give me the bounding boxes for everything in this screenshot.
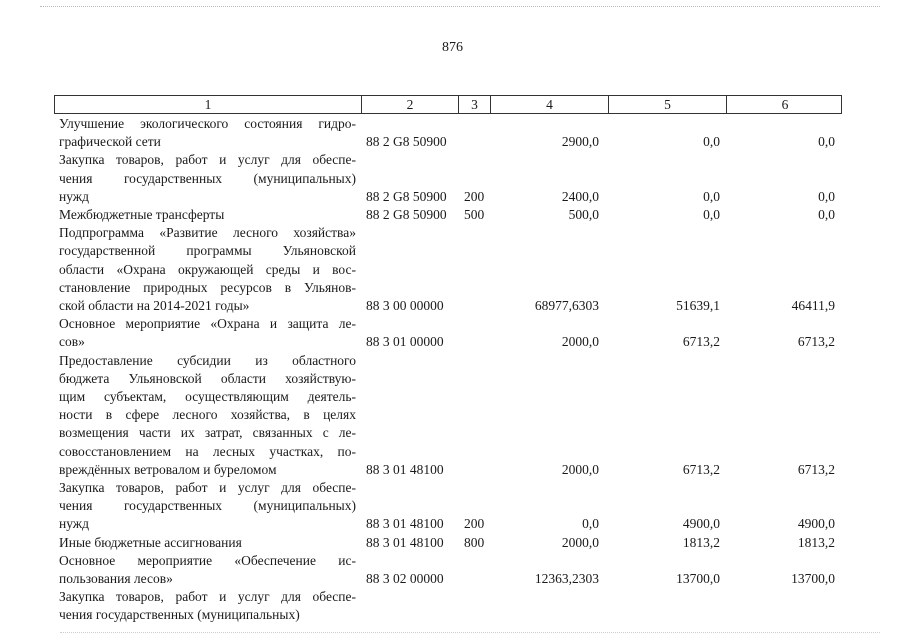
column-header-6: 6 [781, 97, 789, 112]
row-name-line: нужд [59, 516, 89, 532]
row-value-2020: 2900,0 [561, 134, 599, 150]
row-name-line: нужд [59, 188, 89, 204]
row-name-line: вреждённых ветровалом и буреломом [59, 461, 277, 477]
row-value-2020: 2400,0 [561, 188, 599, 204]
row-value-2020: 2000,0 [561, 334, 599, 350]
row-name [59, 479, 356, 534]
row-name [59, 115, 356, 151]
row-value-2020: 68977,6303 [534, 297, 599, 313]
row-code: 88 3 01 48100 [366, 461, 444, 477]
row-code: 88 2 G8 50900 [366, 188, 447, 204]
row-name [59, 352, 356, 479]
row-expense-type: 200 [464, 516, 485, 532]
row-value-2022: 0,0 [818, 134, 835, 150]
page-number: 876 [442, 40, 463, 55]
scan-edge-bottom [60, 632, 880, 634]
row-value-2021: 13700,0 [676, 570, 720, 586]
row-code: 88 2 G8 50900 [366, 134, 447, 150]
column-header-4: 4 [491, 96, 609, 113]
column-header-1: 1 [55, 96, 362, 113]
row-value-2020: 0,0 [582, 516, 599, 532]
scan-edge-top [40, 6, 880, 8]
row-value-2022: 6713,2 [797, 461, 835, 477]
row-value-2022: 13700,0 [791, 570, 835, 586]
row-value-2022: 0,0 [818, 188, 835, 204]
row-value-2021: 0,0 [703, 188, 720, 204]
row-name [59, 552, 356, 588]
row-name-line: Закупка товаров, работ и услуг для обеспе- [59, 152, 356, 168]
row-name-line: чения государственных (муниципальных) [59, 607, 300, 623]
row-value-2020: 12363,2303 [534, 570, 599, 586]
row-name-line: сов» [59, 334, 85, 350]
row-name [59, 224, 356, 315]
row-value-2021: 0,0 [703, 207, 720, 222]
row-name-line: возмещения части их затрат, связанных с ле- [59, 425, 356, 441]
row-value-2022: 46411,9 [791, 297, 835, 313]
row-name-line: ской области на 2014-2021 годы» [59, 298, 250, 313]
row-name-line: чения государственных (муниципальных) [59, 170, 356, 186]
row-value-2022: 0,0 [818, 207, 835, 222]
row-code: 88 3 02 00000 [366, 570, 444, 586]
row-value-2022: 6713,2 [797, 334, 835, 350]
row-name-line: становление природных ресурсов в Ульянов- [59, 279, 356, 295]
row-name-line: чения государственных (муниципальных) [59, 498, 356, 514]
row-name-line: пользования лесов» [59, 571, 173, 586]
row-name-line: Иные бюджетные ассигнования [59, 534, 242, 550]
column-header-3: 3 [459, 96, 491, 113]
row-name-line: Предоставление субсидии из областного [59, 352, 356, 368]
row-name-line: Межбюджетные трансферты [59, 207, 225, 222]
row-name-line: Подпрограмма «Развитие лесного хозяйства» [59, 225, 356, 241]
row-name-line: щим субъектам, осуществляющим деятель- [59, 389, 356, 404]
row-code: 88 2 G8 50900 [366, 207, 447, 222]
row-value-2021: 1813,2 [682, 534, 720, 550]
table-header [54, 95, 842, 114]
row-expense-type: 500 [464, 207, 485, 222]
row-name [59, 534, 356, 552]
row-expense-type: 200 [464, 188, 485, 204]
row-value-2021: 51639,1 [676, 297, 720, 313]
row-name-line: Основное мероприятие «Обеспечение ис- [59, 552, 356, 568]
row-name-line: Улучшение экологического состояния гидро- [59, 116, 356, 131]
row-value-2022: 4900,0 [797, 516, 835, 532]
row-value-2021: 0,0 [703, 134, 720, 150]
column-header-5: 5 [609, 96, 727, 113]
row-code: 88 3 01 48100 [366, 534, 444, 550]
row-value-2020: 2000,0 [561, 534, 599, 550]
row-name-line: Основное мероприятие «Охрана и защита ле- [59, 316, 356, 332]
row-value-2021: 4900,0 [682, 516, 720, 532]
row-name-line: государственной программы Ульяновской [59, 243, 356, 259]
row-code: 88 3 00 00000 [366, 297, 444, 313]
row-name-line: области «Охрана окружающей среды и вос- [59, 261, 356, 277]
row-value-2022: 1813,2 [797, 534, 835, 550]
row-value-2020: 500,0 [568, 207, 599, 222]
row-name [59, 206, 356, 224]
row-name-line: ности в сфере лесного хозяйства, в целях [59, 407, 356, 423]
row-value-2020: 2000,0 [561, 461, 599, 477]
row-code: 88 3 01 48100 [366, 516, 444, 532]
row-expense-type: 800 [464, 534, 485, 550]
row-name [59, 315, 356, 351]
row-name-line: Закупка товаров, работ и услуг для обеспе- [59, 589, 356, 605]
row-value-2021: 6713,2 [682, 334, 720, 350]
row-name [59, 151, 356, 206]
row-name-line: графической сети [59, 134, 161, 150]
row-name-line: бюджета Ульяновской области хозяйствую- [59, 370, 356, 386]
row-value-2021: 6713,2 [682, 461, 720, 477]
row-name-line: совосстановлением на лесных участках, по- [59, 443, 356, 459]
column-header-2: 2 [362, 96, 459, 113]
row-name-line: Закупка товаров, работ и услуг для обеспе- [59, 480, 356, 495]
row-name [59, 588, 356, 624]
row-code: 88 3 01 00000 [366, 334, 444, 350]
